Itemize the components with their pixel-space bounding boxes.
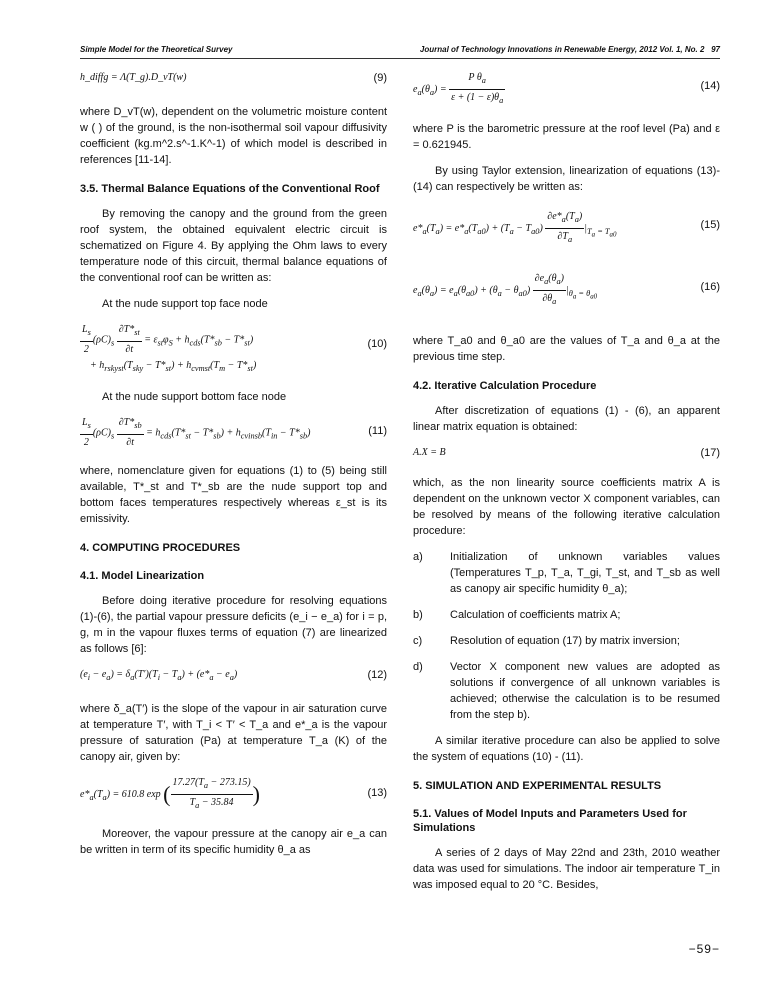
section-heading: 4. COMPUTING PROCEDURES	[80, 542, 241, 554]
equation-number: (13)	[367, 787, 387, 799]
equation-9: h_diffg = Λ(T_g).D_vT(w) (9)	[80, 72, 387, 84]
paragraph: Moreover, the vapour pressure at the canopy air e_a can be written in term of its specific humidity θ_a as	[80, 828, 387, 856]
paragraph: where P is the barometric pressure at the roof level (Pa) and ε = 0.621945.	[413, 123, 720, 151]
equation-number: (16)	[700, 281, 720, 293]
paragraph: A similar iterative procedure can also be applied to solve the system of equations (10) - (11).	[413, 735, 720, 763]
list-item: a) Initialization of unknown variables values (Temperatures T_p, T_a, T_gi, T_st, and T_sb as well as canopy air specific humidity θ_a);	[413, 551, 720, 595]
list-item: d) Vector X component new values are adopted as solutions if convergence of all unknown variables is achieved; otherwise the calculation is to be resumed from the step b).	[413, 661, 720, 721]
paragraph: where δ_a(T′) is the slope of the vapour in air saturation curve at temperature T′, with T_i < T′ < T_a and e*_a is the vapour pressure of saturation (Pa) at temperature T_a (K) of the canopy air, given by:	[80, 703, 387, 763]
subsection-heading: 4.1. Model Linearization	[80, 570, 205, 582]
subsection-heading: 5.1. Values of Model Inputs and Parameters Used for Simulations	[413, 808, 687, 834]
equation-number: (15)	[700, 219, 720, 231]
subsection-heading: 4.2. Iterative Calculation Procedure	[413, 380, 597, 392]
equation-14: $e_a(\theta_a)$ = $\frac{P \theta_a}{\varepsilon + (1 - \varepsilon)\theta_a}$ (14)	[413, 72, 720, 105]
header-journal: Journal of Technology Innovations in Renewable Energy, 2012 Vol. 1, No. 2 97	[419, 45, 720, 54]
equation-number: (12)	[367, 669, 387, 681]
equation-number: (9)	[373, 72, 387, 84]
equation-number: (11)	[368, 425, 387, 437]
procedure-steps	[413, 549, 720, 723]
equation-11: $\frac{L_s}{2}$ $(\rho C)_s$ $\frac{\partial T*_{sb}}{\partial t}$ = $h_{cds}(T*_{st} - T*_{sb}) + h_{cvinsb}(T_{in} - T*_{sb})$ (11)	[82, 417, 387, 448]
header-page-number: 97	[711, 45, 720, 54]
header-title: Simple Model for the Theoretical Survey	[80, 45, 233, 54]
paragraph: By removing the canopy and the ground from the green roof system, the obtained equivalent electric circuit is schematized on Figure 4. By applying the Ohm laws to every temperature node of this circuit, thermal balance equations of the conventional roof can be written as:	[80, 208, 387, 284]
paragraph: where D_vT(w), dependent on the volumetric moisture content w ( ) of the ground, is the non-isothermal soil vapour diffusivity coefficient (kg.m^2.s^-1.K^-1) of which model is described in references [11-14].	[80, 106, 387, 166]
list-item: b) Calculation of coefficients matrix A;	[413, 609, 621, 621]
equation-10: $\frac{L_s}{2}$ $(\rho C)_s$ $\frac{\partial T*_{st}}{\partial t}$ = $\varepsilon_{st}\varphi_S + h_{cds}(T*_{sb} - T*_{st})$ + $h_{rskyst}(T_{sky} - T*_{st}) + h_{cvmst}(T_m - T*_{st})$ (10)	[80, 324, 387, 373]
equation-17: A.X = B (17)	[413, 447, 720, 459]
paragraph: where, nomenclature given for equations (1) to (5) being still available, T*_st and T*_sb are the nude support top and bottom faces temperatures respectively whereas ε_st is its emissivity.	[80, 465, 387, 525]
paragraph: After discretization of equations (1) - (6), an apparent linear matrix equation is obtained:	[413, 405, 720, 433]
section-heading: 5. SIMULATION AND EXPERIMENTAL RESULTS	[413, 780, 662, 792]
paragraph: which, as the non linearity source coefficients matrix A is dependent on the unknown vector X component variables, can be resolved by means of the following iterative calculation procedure:	[413, 477, 720, 537]
equation-12: $(e_i - e_a) = \delta_a(T')(T_i - T_a) + (e*_a - e_a)$ (12)	[80, 669, 387, 682]
left-column	[80, 64, 387, 868]
page-footer-number: −59−	[688, 942, 720, 956]
paragraph: where T_a0 and θ_a0 are the values of T_a and θ_a at the previous time step.	[413, 335, 720, 363]
paragraph: A series of 2 days of May 22nd and 23th, 2010 weather data was used for simulations. The indoor air temperature T_in was imposed equal to 20 °C. Besides,	[413, 847, 720, 891]
list-item: c) Resolution of equation (17) by matrix inversion;	[413, 635, 680, 647]
paragraph: At the nude support top face node	[102, 298, 268, 310]
equation-number: (14)	[700, 80, 720, 92]
equation-15: $e*_a(T_a) = e*_a(T_{a0}) + (T_a - T_{a0})$ $\frac{\partial e*_a(T_a)}{\partial T_a}$ $|_{T_a = T_{a0}}$ (15)	[413, 211, 720, 244]
paragraph: At the nude support bottom face node	[102, 391, 287, 403]
paragraph: Before doing iterative procedure for resolving equations (1)-(6), the partial vapour pressure deficits (e_i − e_a) for i = p, g, m in the vapour fluxes terms of equation (7) are linearized as follows [6]:	[80, 595, 387, 655]
equation-number: (17)	[700, 447, 720, 459]
right-column	[413, 64, 720, 903]
paragraph: By using Taylor extension, linearization of equations (13)-(14) can respectively be written as:	[413, 165, 720, 193]
running-header	[80, 44, 720, 59]
equation-13: $e*_a(T_a) = 610.8$ exp ( $\frac{17.27(T_a - 273.15)}{T_a - 35.84}$ ) (13)	[80, 777, 387, 810]
section-heading: 3.5. Thermal Balance Equations of the Conventional Roof	[80, 183, 380, 195]
equation-number: (10)	[367, 338, 387, 350]
equation-16: $e_a(\theta_a) = e_a(\theta_{a0}) + (\theta_a - \theta_{a0})$ $\frac{\partial e_a(\theta_a)}{\partial\theta_a}$ $|_{\theta_a = \theta_{a0}}$ (16)	[413, 273, 720, 306]
